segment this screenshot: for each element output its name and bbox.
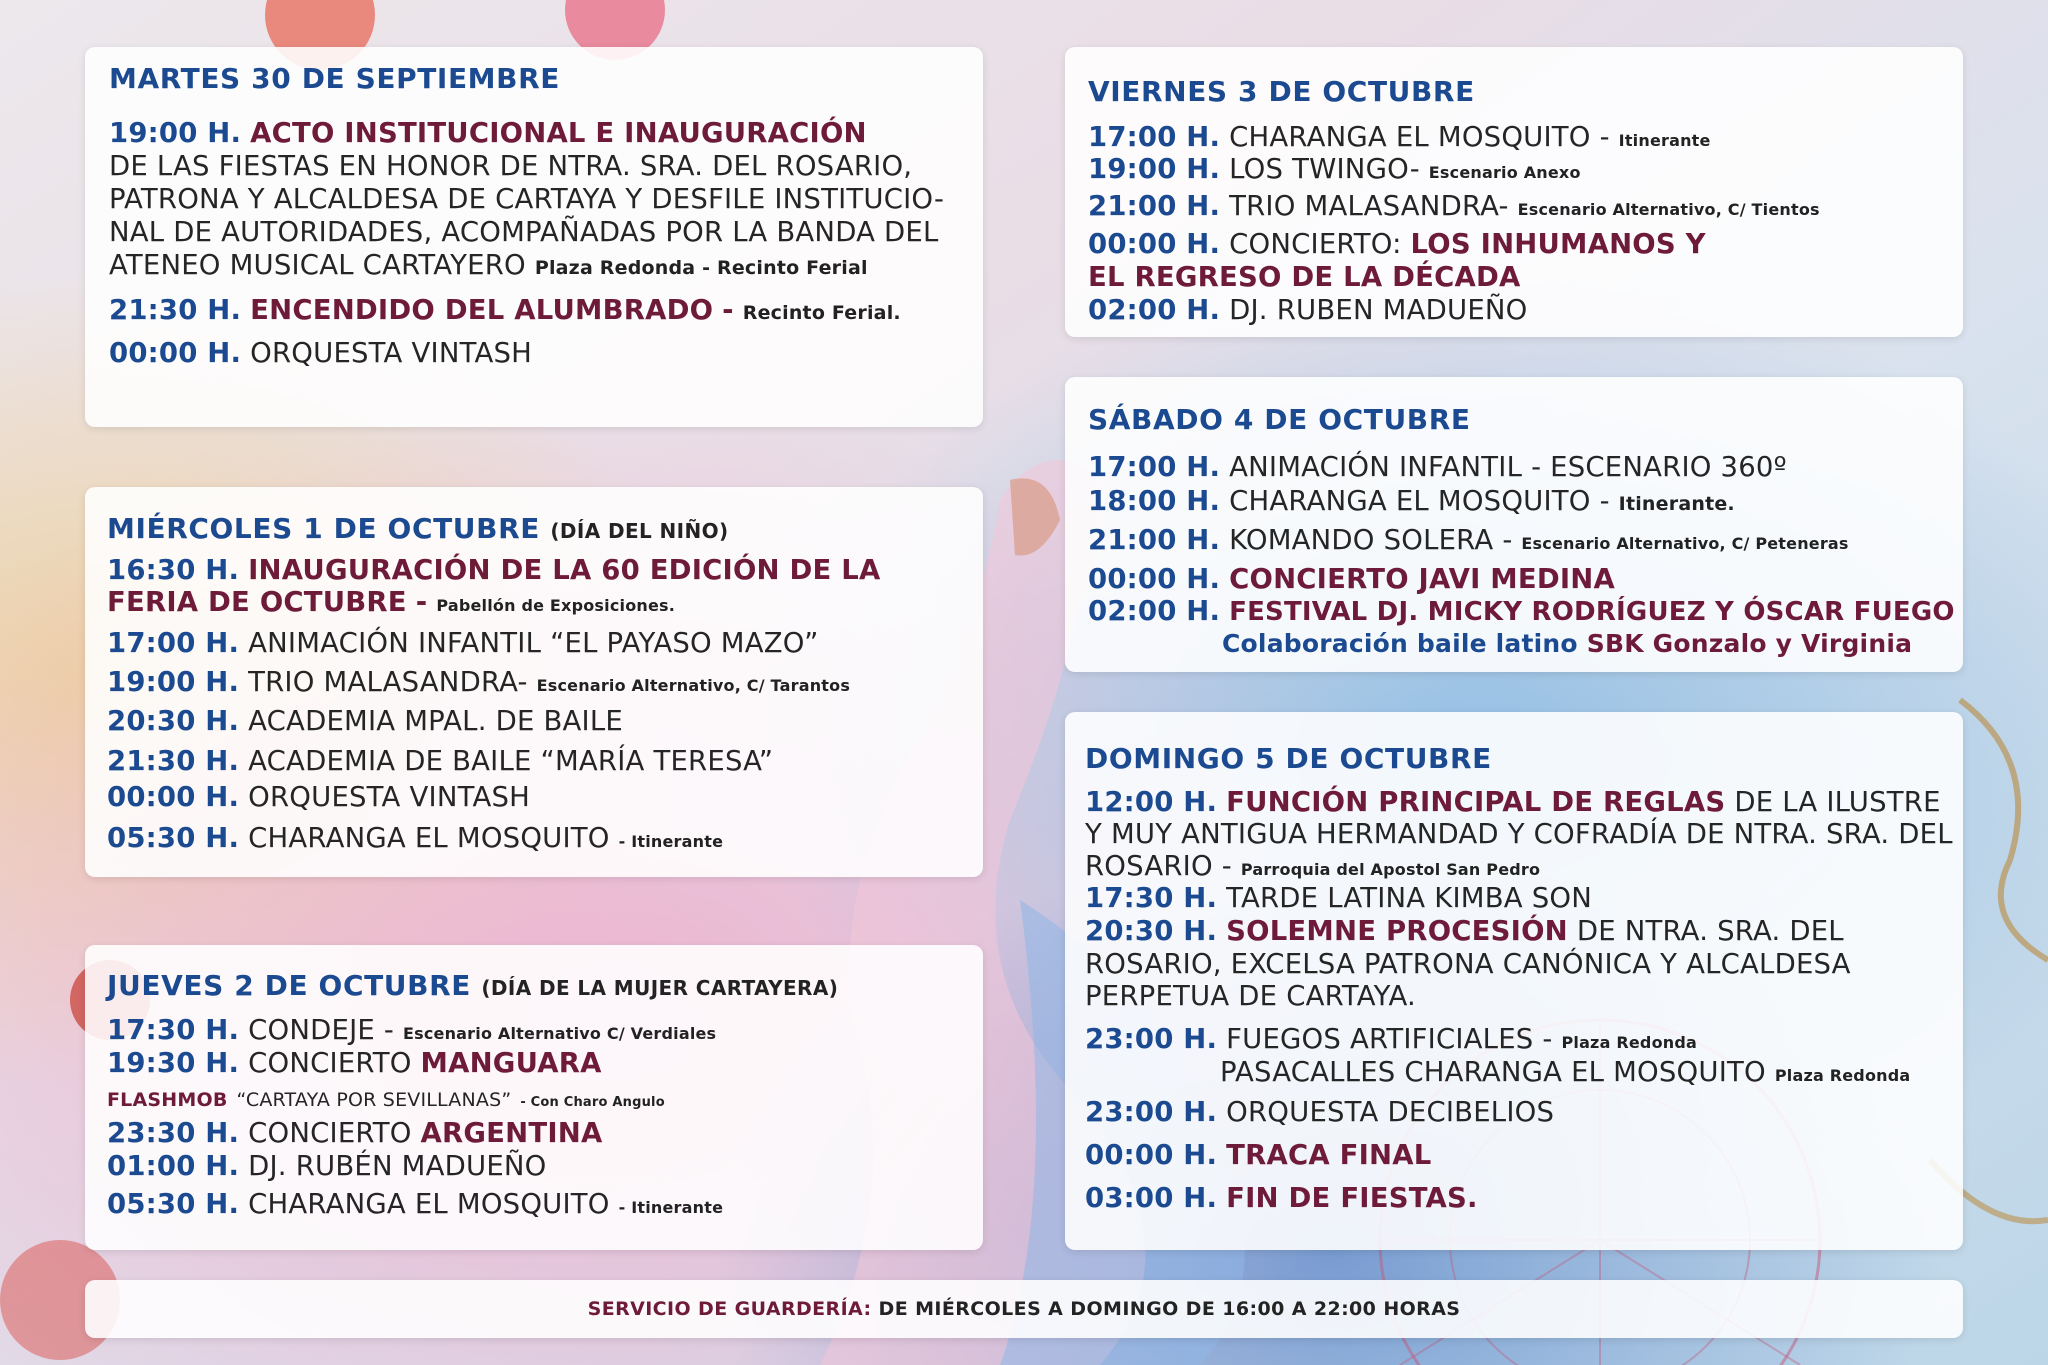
event-text: ANIMACIÓN INFANTIL - ESCENARIO 360º: [1229, 451, 1787, 483]
day-card-domingo: [1065, 712, 1963, 1250]
event-time: 00:00 H.: [1088, 228, 1221, 260]
event-time: 19:30 H.: [107, 1047, 240, 1079]
event-text: PERPETUA DE CARTAYA.: [1085, 980, 1416, 1012]
event-time: 02:00 H.: [1088, 294, 1221, 326]
event-highlight: ARGENTINA: [420, 1117, 603, 1149]
event-line: [107, 1047, 602, 1079]
event-line: [1088, 121, 1711, 157]
collab-text: Colaboración baile latino: [1222, 629, 1578, 658]
event-line: [1222, 627, 1912, 660]
event-time: 00:00 H.: [1085, 1139, 1218, 1171]
event-text: LOS TWINGO-: [1229, 153, 1420, 185]
event-text: DE LAS FIESTAS EN HONOR DE NTRA. SRA. DEL ROSARIO,: [109, 150, 913, 182]
event-venue: Plaza Redonda: [1561, 1033, 1697, 1052]
event-line: [1085, 882, 1592, 914]
event-time: 19:00 H.: [107, 666, 240, 698]
event-time: 23:00 H.: [1085, 1096, 1218, 1128]
event-time: 19:00 H.: [1088, 153, 1221, 185]
event-venue: Escenario Alternativo, C/ Tarantos: [536, 676, 851, 695]
event-venue: Plaza Redonda - Recinto Ferial: [534, 257, 868, 279]
event-text: TRIO MALASANDRA-: [248, 666, 528, 698]
footer-text: [85, 1298, 1963, 1320]
separator: -: [415, 586, 428, 618]
event-line: [107, 822, 723, 858]
event-text: PASACALLES CHARANGA EL MOSQUITO: [1220, 1056, 1766, 1088]
day-title: MIÉRCOLES 1 DE OCTUBRE: [107, 512, 540, 545]
event-highlight: FUNCIÓN PRINCIPAL DE REGLAS: [1226, 786, 1726, 818]
event-highlight: SBK Gonzalo y Virginia: [1586, 629, 1913, 658]
separator: -: [722, 294, 734, 326]
event-highlight: CONCIERTO JAVI MEDINA: [1229, 563, 1615, 595]
event-venue: - Itinerante: [618, 1198, 724, 1217]
day-title-row: [107, 512, 729, 545]
event-time: 01:00 H.: [107, 1150, 240, 1182]
footer-banner: [85, 1280, 1963, 1338]
event-text: PATRONA Y ALCALDESA DE CARTAYA Y DESFILE INSTITUCIO-: [109, 183, 945, 215]
day-card-jueves: [85, 945, 983, 1250]
event-text: CONDEJE -: [248, 1014, 395, 1046]
event-text: ORQUESTA DECIBELIOS: [1226, 1096, 1555, 1128]
event-time: 00:00 H.: [107, 781, 240, 813]
event-time: 20:30 H.: [107, 705, 240, 737]
event-time: 23:00 H.: [1085, 1023, 1218, 1055]
event-highlight: FIN DE FIESTAS.: [1226, 1182, 1478, 1214]
event-line: [1088, 563, 1615, 595]
day-subtitle: (DÍA DE LA MUJER CARTAYERA): [481, 976, 839, 1000]
day-title: MARTES 30 DE SEPTIEMBRE: [109, 62, 560, 95]
event-venue: Plaza Redonda: [1774, 1066, 1911, 1085]
event-time: 21:30 H.: [107, 745, 240, 777]
event-time: 12:00 H.: [1085, 786, 1218, 818]
event-line: [107, 1150, 547, 1182]
day-title: DOMINGO 5 DE OCTUBRE: [1085, 742, 1492, 775]
day-subtitle: (DÍA DEL NIÑO): [550, 519, 729, 543]
event-line: [1085, 1139, 1431, 1171]
event-text: DJ. RUBEN MADUEÑO: [1229, 294, 1528, 326]
event-line: [107, 745, 773, 777]
event-text: ROSARIO, EXCELSA PATRONA CANÓNICA Y ALCALDESA: [1085, 948, 1851, 980]
event-text: CONCIERTO: [248, 1117, 412, 1149]
event-text: CONCIERTO:: [1229, 228, 1402, 260]
event-line: [1088, 294, 1528, 326]
event-time: 17:00 H.: [1088, 121, 1221, 153]
event-line: [107, 1081, 665, 1119]
event-highlight: ACTO INSTITUCIONAL E INAUGURACIÓN: [250, 117, 867, 149]
event-line: [1088, 524, 1849, 560]
event-time: 05:30 H.: [107, 1188, 240, 1220]
event-time: 17:00 H.: [1088, 451, 1221, 483]
event-venue: - Con Charo Angulo: [520, 1095, 665, 1110]
event-text: ATENEO MUSICAL CARTAYERO: [109, 249, 526, 281]
event-text: DJ. RUBÉN MADUEÑO: [248, 1150, 547, 1182]
footer-label: SERVICIO DE GUARDERÍA:: [587, 1298, 872, 1320]
event-line: [107, 1117, 602, 1149]
event-highlight: EL REGRESO DE LA DÉCADA: [1088, 261, 1521, 293]
event-highlight: FERIA DE OCTUBRE: [107, 586, 407, 618]
event-time: 17:30 H.: [1085, 882, 1218, 914]
event-time: 23:30 H.: [107, 1117, 240, 1149]
footer-hours: DE MIÉRCOLES A DOMINGO DE 16:00 A 22:00 HORAS: [878, 1298, 1461, 1320]
event-time: 21:00 H.: [1088, 190, 1221, 222]
day-title: VIERNES 3 DE OCTUBRE: [1088, 75, 1475, 108]
event-line: [1085, 850, 1540, 886]
day-title: SÁBADO 4 DE OCTUBRE: [1088, 403, 1471, 436]
event-line: [1085, 786, 1941, 818]
day-card-viernes: [1065, 47, 1963, 337]
event-highlight: FESTIVAL DJ. MICKY RODRÍGUEZ Y ÓSCAR FUEGO: [1229, 597, 1955, 627]
event-text: ORQUESTA VINTASH: [248, 781, 531, 813]
event-line: [107, 705, 623, 737]
event-text: CONCIERTO: [248, 1047, 412, 1079]
event-text: CHARANGA EL MOSQUITO: [248, 822, 610, 854]
event-text: TRIO MALASANDRA-: [1229, 190, 1509, 222]
event-highlight: MANGUARA: [420, 1047, 602, 1079]
event-text: ORQUESTA VINTASH: [250, 337, 533, 369]
event-line: [1088, 595, 1955, 628]
event-venue: Escenario Alternativo, C/ Peteneras: [1521, 534, 1849, 553]
event-text: CHARANGA EL MOSQUITO: [248, 1188, 610, 1220]
event-line: [109, 337, 532, 369]
event-line: [107, 1014, 716, 1050]
event-highlight: ENCENDIDO DEL ALUMBRADO: [250, 294, 714, 326]
event-highlight: TRACA FINAL: [1226, 1139, 1432, 1171]
event-line: [107, 1188, 723, 1224]
event-venue: Itinerante.: [1618, 493, 1735, 515]
event-text: ACADEMIA MPAL. DE BAILE: [248, 705, 623, 737]
event-text: DE LA ILUSTRE: [1734, 786, 1941, 818]
event-time: 17:30 H.: [107, 1014, 240, 1046]
event-time: 19:00 H.: [109, 117, 242, 149]
event-text: “CARTAYA POR SEVILLANAS”: [236, 1089, 512, 1111]
event-time: 00:00 H.: [1088, 563, 1221, 595]
event-line: [1085, 1023, 1697, 1059]
event-line: [107, 781, 530, 813]
event-line: [1088, 261, 1521, 293]
event-time: 00:00 H.: [109, 337, 242, 369]
event-venue: Recinto Ferial.: [742, 302, 901, 324]
event-text: NAL DE AUTORIDADES, ACOMPAÑADAS POR LA BANDA DEL: [109, 216, 939, 248]
event-text: CHARANGA EL MOSQUITO -: [1229, 485, 1610, 517]
event-text: CHARANGA EL MOSQUITO -: [1229, 121, 1610, 153]
event-time: 03:00 H.: [1085, 1182, 1218, 1214]
event-venue: Escenario Anexo: [1428, 163, 1581, 182]
event-highlight: INAUGURACIÓN DE LA 60 EDICIÓN DE LA: [248, 554, 881, 586]
event-text: DE NTRA. SRA. DEL: [1576, 915, 1844, 947]
event-line: [109, 294, 901, 329]
event-text: ACADEMIA DE BAILE “MARÍA TERESA”: [248, 745, 774, 777]
day-card-miercoles: [85, 487, 983, 877]
event-text: FUEGOS ARTIFICIALES -: [1226, 1023, 1553, 1055]
event-venue: - Itinerante: [618, 832, 724, 851]
event-highlight: SOLEMNE PROCESIÓN: [1226, 915, 1568, 947]
event-time: 05:30 H.: [107, 822, 240, 854]
event-line: [107, 627, 819, 659]
event-text: ROSARIO -: [1085, 850, 1232, 882]
day-card-sabado: [1065, 377, 1963, 672]
event-text: KOMANDO SOLERA -: [1229, 524, 1513, 556]
event-time: 18:00 H.: [1088, 485, 1221, 517]
event-venue: Itinerante: [1618, 131, 1711, 150]
event-time: 16:30 H.: [107, 554, 240, 586]
event-venue: Escenario Alternativo C/ Verdiales: [403, 1024, 717, 1043]
event-venue: Escenario Alternativo, C/ Tientos: [1517, 200, 1820, 219]
event-text: Y MUY ANTIGUA HERMANDAD Y COFRADÍA DE NTRA. SRA. DEL: [1085, 818, 1953, 850]
event-time: 21:30 H.: [109, 294, 242, 326]
event-time: 02:00 H.: [1088, 595, 1221, 627]
event-venue: Pabellón de Exposiciones.: [436, 596, 676, 615]
event-line: [1085, 915, 1844, 947]
event-line: [1085, 1096, 1554, 1128]
event-text: TARDE LATINA KIMBA SON: [1226, 882, 1593, 914]
event-line: [1088, 153, 1581, 189]
event-line: [109, 117, 867, 149]
event-venue: Parroquia del Apostol San Pedro: [1240, 860, 1541, 879]
event-line: [1088, 451, 1787, 483]
day-title: JUEVES 2 DE OCTUBRE: [107, 969, 471, 1002]
event-time: 21:00 H.: [1088, 524, 1221, 556]
event-line: [109, 249, 868, 284]
event-line: [1085, 1182, 1478, 1214]
event-line: [1088, 228, 1706, 260]
event-line: [1220, 1056, 1910, 1092]
day-card-martes: [85, 47, 983, 427]
day-title-row: [107, 969, 838, 1002]
event-line: [1088, 485, 1735, 520]
event-line: [107, 666, 850, 702]
event-text: ANIMACIÓN INFANTIL “EL PAYASO MAZO”: [248, 627, 819, 659]
event-line: [107, 586, 675, 622]
event-line: [107, 554, 881, 586]
event-highlight: LOS INHUMANOS Y: [1410, 228, 1706, 260]
event-highlight: FLASHMOB: [107, 1089, 228, 1111]
event-line: [1088, 190, 1820, 226]
event-time: 20:30 H.: [1085, 915, 1218, 947]
event-time: 17:00 H.: [107, 627, 240, 659]
